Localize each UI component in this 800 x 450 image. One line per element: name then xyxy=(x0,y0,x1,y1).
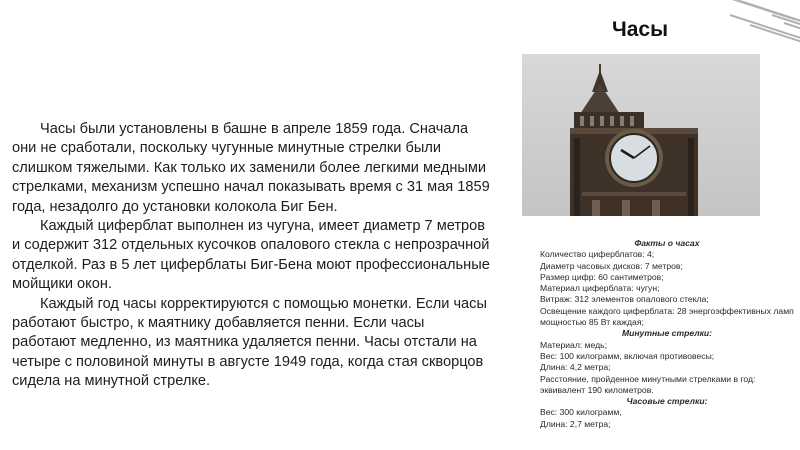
fact-item: Количество циферблатов: 4; xyxy=(540,249,655,260)
fact-item: Вес: 300 килограмм, xyxy=(540,407,622,418)
clock-tower-image xyxy=(522,54,760,216)
fact-item: Размер цифр: 60 сантиметров; xyxy=(540,271,664,282)
fact-item: Освещение каждого циферблата: 28 энергоэффективных ламп мощностью 85 Вт каждая; xyxy=(540,305,794,328)
minute-hands-heading: Минутные стрелки: xyxy=(621,328,713,339)
fact-item: Материал: медь; xyxy=(540,339,607,350)
paragraph: Каждый циферблат выполнен из чугуна, имеет диаметр 7 метров и содержит 312 отдельных кусочков опалового стекла с непрозрачной отделкой. Раз в 5 лет циферблаты Биг-Бена моют профессиональные мойщики окон. xyxy=(12,218,490,293)
fact-item: Длина: 2,7 метра; xyxy=(540,418,611,429)
facts-block xyxy=(540,238,794,430)
facts-heading: Факты о часах xyxy=(634,238,700,248)
fact-item: Расстояние, пройденное минутными стрелками в год: эквивалент 190 километров. xyxy=(540,373,756,395)
fact-item: Вес: 100 килограмм, включая противовесы; xyxy=(540,350,715,361)
main-text xyxy=(12,120,490,392)
fact-item: Материал циферблата: чугун; xyxy=(540,283,660,294)
fact-item: Длина: 4,2 метра; xyxy=(540,362,611,373)
fact-item: Витраж: 312 элементов опалового стекла; xyxy=(540,294,709,305)
hour-hands-heading: Часовые стрелки: xyxy=(626,396,708,407)
fact-item: Диаметр часовых дисков: 7 метров; xyxy=(540,260,683,271)
big-ben-photo xyxy=(522,54,760,216)
paragraph: Часы были установлены в башне в апреле 1859 года. Сначала они не сработали, поскольку чугунные минутные стрелки были слишком тяжелыми. Как только их заменили более легкими медными стрелками, механизм успешно начал показывать время с 31 мая 1859 года, незадолго до установки колокола Биг Бен. xyxy=(12,121,490,215)
paragraph: Каждый год часы корректируются с помощью монетки. Если часы работают быстро, к маятнику добавляется пенни. Если часы работают медленно, из маятника удаляется пенни. Часы отстали на четыре с половиной минуты в августе 1949 года, когда стая скворцов сидела на минутной стрелке. xyxy=(12,295,487,390)
page-title: Часы xyxy=(612,18,669,41)
